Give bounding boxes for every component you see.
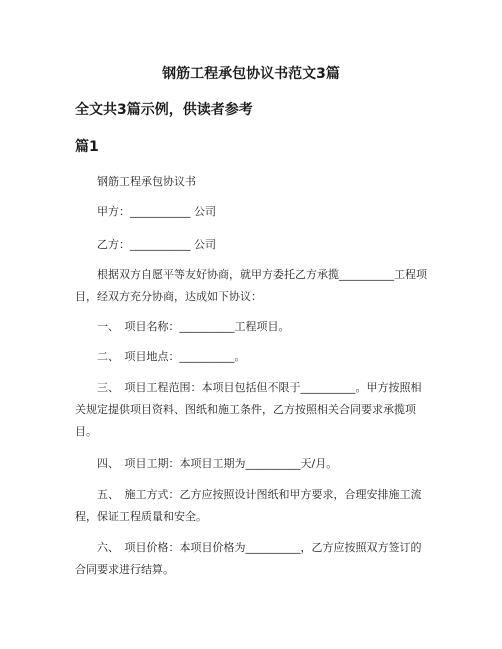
clause-project-name: 一、 项目名称：__________工程项目。 — [97, 320, 290, 333]
intro-paragraph: 根据双方自愿平等友好协商，就甲方委托乙方承揽__________工程项目，经双方充分协商，达成如下协议： — [75, 268, 427, 303]
part1-heading: 篇1 — [75, 139, 99, 155]
clause-project-location: 二、 项目地点：__________。 — [97, 350, 246, 363]
clause-project-duration: 四、 项目工期：本项目工期为__________天/月。 — [97, 457, 338, 470]
clause-construction-method: 五、 施工方式：乙方应按照设计图纸和甲方要求，合理安排施工流程，保证工程质量和安全。 — [75, 488, 422, 523]
clause-project-scope: 三、 项目工程范围：本项目包括但不限于__________。甲方按照相关规定提供项目资料、图纸和施工条件，乙方按照相关合同要求承揽项目。 — [75, 381, 422, 438]
document-title: 钢筋工程承包协议书范文3篇 — [162, 66, 340, 82]
party-a-paragraph: 甲方：___________ 公司 — [97, 205, 216, 218]
clause-project-price: 六、 项目价格：本项目价格为__________，乙方应按照双方签订的合同要求进行结算。 — [75, 541, 422, 576]
party-b-paragraph: 乙方：___________ 公司 — [97, 238, 216, 251]
summary-heading: 全文共3篇示例，供读者参考 — [75, 102, 253, 118]
agreement-title-paragraph: 钢筋工程承包协议书 — [97, 175, 196, 188]
